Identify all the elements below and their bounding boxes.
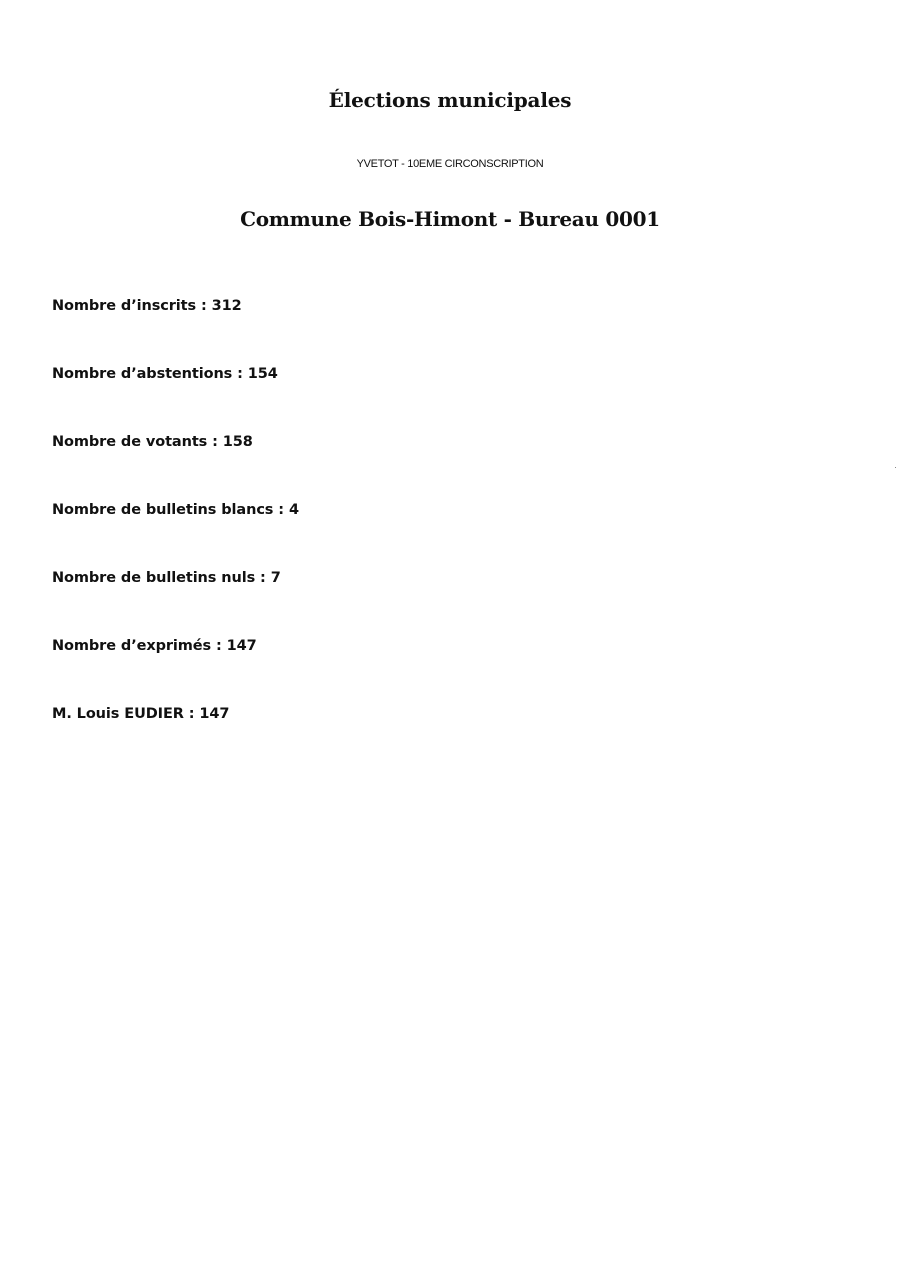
blank-ballots-count: Nombre de bulletins blancs : 4 <box>52 502 299 518</box>
registered-count: Nombre d’inscrits : 312 <box>52 298 242 314</box>
scan-speck <box>895 467 896 468</box>
voters-count: Nombre de votants : 158 <box>52 434 253 450</box>
results-list <box>52 297 299 773</box>
candidate-result: M. Louis EUDIER : 147 <box>52 706 230 722</box>
bureau-title: Commune Bois-Himont - Bureau 0001 <box>240 207 660 231</box>
null-ballots-count: Nombre de bulletins nuls : 7 <box>52 570 281 586</box>
abstentions-count: Nombre d’abstentions : 154 <box>52 366 278 382</box>
constituency-subtitle: YVETOT - 10EME CIRCONSCRIPTION <box>356 158 544 170</box>
page-title: Élections municipales <box>328 88 572 112</box>
expressed-votes-count: Nombre d’exprimés : 147 <box>52 638 257 654</box>
